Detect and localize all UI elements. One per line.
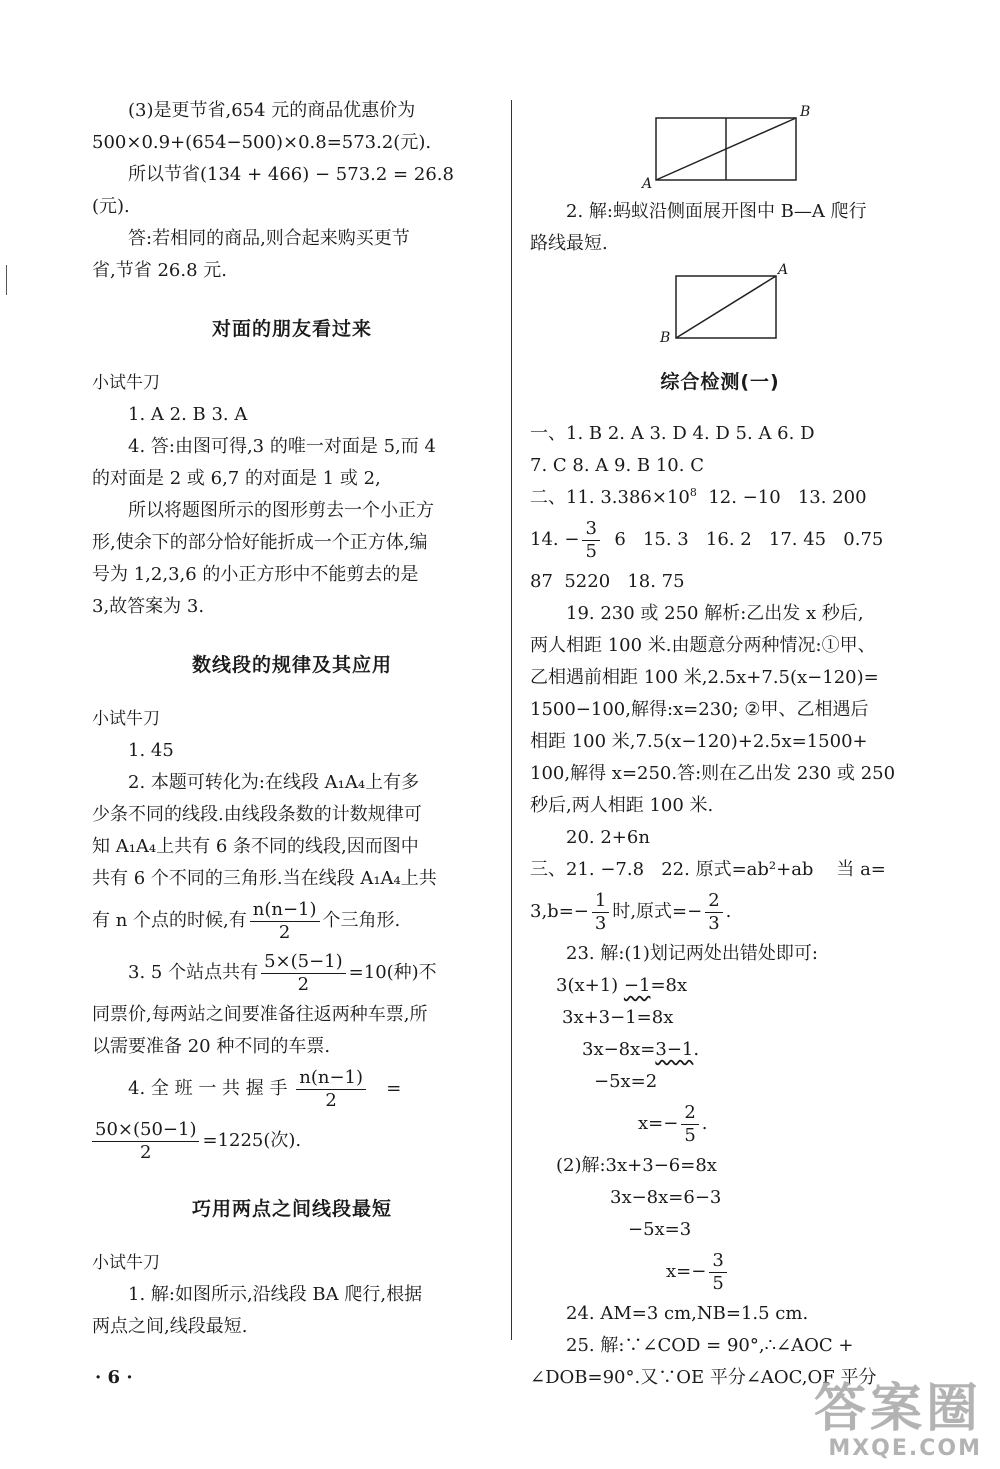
equation-line: (2)解:3x+3−6=8x xyxy=(556,1155,717,1176)
text-line: 秒后,两人相距 100 米. xyxy=(530,795,714,816)
text-fragment: 12. −10 13. 200 xyxy=(696,487,867,508)
fraction-denominator: 2 xyxy=(140,1141,152,1163)
fraction-denominator: 2 xyxy=(297,973,310,995)
section-subtitle: 小试牛刀 xyxy=(92,709,160,729)
text-line: (3)是更节省,654 元的商品优惠价为 xyxy=(128,100,416,121)
exponent: 8 xyxy=(689,486,697,499)
fraction-denominator: 3 xyxy=(708,912,720,934)
figure-cuboid-net xyxy=(642,100,910,192)
text-line: 1. 解:如图所示,沿线段 BA 爬行,根据 xyxy=(128,1284,423,1305)
text-line: 同票价,每两站之间要准备往返两种车票,所 xyxy=(92,1004,428,1025)
text-line: 省,节省 26.8 元. xyxy=(92,260,227,281)
text-fragment: 14. − xyxy=(530,529,580,550)
text-line: 20. 2+6n xyxy=(566,827,650,848)
text-fragment: x=− xyxy=(666,1261,707,1282)
section-title: 综合检测(一) xyxy=(660,371,780,393)
text-line-fraction xyxy=(92,895,492,947)
text-fragment: =1225(次). xyxy=(202,1130,302,1151)
fraction-numerator: 1 xyxy=(592,890,609,913)
fraction-numerator: n(n−1) xyxy=(296,1067,366,1090)
fraction xyxy=(582,518,599,563)
right-column xyxy=(530,100,910,1394)
text-line: 答:若相同的商品,则合起来购买更节 xyxy=(128,228,410,249)
fraction xyxy=(92,1119,199,1164)
text-fragment: 3. 5 个站点共有 xyxy=(128,962,259,983)
figure-1-svg xyxy=(648,100,811,188)
fraction xyxy=(705,890,722,935)
equation-line: 3x−8x=6−3 xyxy=(610,1187,722,1208)
text-fragment: . xyxy=(701,1113,708,1134)
fraction-numerator: 50×(50−1) xyxy=(92,1119,199,1142)
text-line: 路线最短. xyxy=(530,233,608,254)
fraction-denominator: 5 xyxy=(684,1124,696,1146)
section-title: 巧用两点之间线段最短 xyxy=(191,1198,392,1220)
text-fragment: =10(种)不 xyxy=(348,962,437,983)
fraction xyxy=(592,890,609,935)
answer-line: 7. C 8. A 9. B 10. C xyxy=(530,455,704,476)
column-divider xyxy=(511,100,512,1340)
text-fragment: . xyxy=(725,901,732,922)
fraction xyxy=(250,899,320,944)
fraction-numerator: 2 xyxy=(681,1102,698,1125)
figure-2-svg xyxy=(668,268,788,344)
text-fragment: =8x xyxy=(650,975,688,996)
equation-line: 3x+3−1=8x xyxy=(562,1007,674,1028)
text-line: 所以将题图所示的图形剪去一个小正方 xyxy=(128,500,434,521)
text-line: 以需要准备 20 种不同的车票. xyxy=(92,1036,331,1057)
text-fragment: 有 n 个点的时候,有 xyxy=(92,910,247,931)
fraction-denominator: 2 xyxy=(325,1089,337,1111)
text-fragment: 6 15. 3 16. 2 17. 45 0.75 xyxy=(602,529,884,550)
text-line-fraction xyxy=(92,1063,492,1115)
text-line: 所以节省(134 + 466) − 573.2 = 26.8 xyxy=(128,164,454,185)
equation-line xyxy=(530,1034,910,1066)
fraction-denominator: 2 xyxy=(278,921,291,943)
text-fragment: 时,原式=− xyxy=(612,901,703,922)
error-mark: 3−1 xyxy=(655,1039,694,1060)
fraction-numerator: 5×(5−1) xyxy=(261,951,346,974)
equation-line-fraction xyxy=(530,1246,910,1298)
section-title: 对面的朋友看过来 xyxy=(211,318,372,340)
text-line: 24. AM=3 cm,NB=1.5 cm. xyxy=(566,1303,809,1324)
fraction-denominator: 3 xyxy=(594,912,607,934)
text-line: 号为 1,2,3,6 的小正方形中不能剪去的是 xyxy=(92,564,419,585)
text-fragment: 二、11. 3.386×10 xyxy=(530,487,690,508)
fraction xyxy=(681,1102,698,1147)
point-label-b: B xyxy=(800,104,811,120)
fraction xyxy=(709,1250,726,1295)
answer-line xyxy=(530,482,910,514)
text-fragment: 3x−8x= xyxy=(582,1039,656,1060)
fraction-numerator: 2 xyxy=(705,890,722,913)
fraction xyxy=(296,1067,366,1112)
text-line: 形,使余下的部分恰好能折成一个正方体,编 xyxy=(92,532,428,553)
fraction xyxy=(261,951,346,996)
text-line: 三、21. −7.8 22. 原式=ab²+ab 当 a= xyxy=(530,859,886,880)
equation-line: −5x=2 xyxy=(594,1071,658,1092)
text-line: 3,故答案为 3. xyxy=(92,596,205,617)
text-line: 100,解得 x=250.答:则在乙出发 230 或 250 xyxy=(530,763,896,784)
text-line: 19. 230 或 250 解析:乙出发 x 秒后, xyxy=(566,603,864,624)
text-line-fraction xyxy=(92,1115,492,1167)
answer-line: 一、1. B 2. A 3. D 4. D 5. A 6. D xyxy=(530,423,815,444)
text-line: (元). xyxy=(92,196,130,217)
text-fragment: 个三角形. xyxy=(322,910,401,931)
page-number: · 6 · xyxy=(95,1367,133,1388)
path-line-ba xyxy=(676,276,776,338)
section-subtitle: 小试牛刀 xyxy=(92,1253,160,1273)
text-fragment: 4. 全 班 一 共 握 手 xyxy=(128,1078,288,1099)
equation-line xyxy=(530,970,910,1002)
text-line: 两点之间,线段最短. xyxy=(92,1316,248,1337)
scan-edge-mark xyxy=(6,265,7,295)
fraction-numerator: 3 xyxy=(582,518,599,541)
point-label-b: B xyxy=(660,330,671,346)
text-fragment: = xyxy=(386,1078,402,1099)
section-subtitle: 小试牛刀 xyxy=(92,373,160,393)
equation-line: −5x=3 xyxy=(628,1219,692,1240)
error-mark: −1 xyxy=(623,975,651,996)
text-fragment: x=− xyxy=(638,1113,679,1134)
text-line: 2. 本题可转化为:在线段 A₁A₄上有多 xyxy=(128,772,420,793)
left-column xyxy=(92,95,492,1343)
text-fragment: 3,b=− xyxy=(530,901,589,922)
text-fragment: 3(x+1) xyxy=(556,975,624,996)
text-line: 两人相距 100 米.由题意分两种情况:①甲、 xyxy=(530,635,876,656)
point-label-a: A xyxy=(778,262,789,278)
figure-side-unfold xyxy=(660,262,910,348)
text-line-fraction xyxy=(530,886,910,938)
section-title: 数线段的规律及其应用 xyxy=(191,654,392,676)
answer-line: 1. 45 xyxy=(128,740,174,761)
text-line: 4. 答:由图可得,3 的唯一对面是 5,而 4 xyxy=(128,436,436,457)
answer-line: 87 5220 18. 75 xyxy=(530,571,685,592)
text-line: 乙相遇前相距 100 米,2.5x+7.5(x−120)= xyxy=(530,667,879,688)
text-line: 25. 解:∵∠COD = 90°,∴∠AOC + xyxy=(566,1335,854,1356)
fraction-numerator: n(n−1) xyxy=(250,899,320,922)
text-line: 知 A₁A₄上共有 6 条不同的线段,因而图中 xyxy=(92,836,419,857)
watermark xyxy=(814,1381,982,1461)
text-fragment: . xyxy=(693,1039,700,1060)
text-line: 500×0.9+(654−500)×0.8=573.2(元). xyxy=(92,132,432,153)
fraction-denominator: 5 xyxy=(585,540,597,562)
text-line: 共有 6 个不同的三角形.当在线段 A₁A₄上共 xyxy=(92,868,437,889)
watermark-logo-text: 答案圈 xyxy=(813,1379,982,1439)
watermark-url: MXQE.COM xyxy=(828,1436,982,1461)
text-line: 少条不同的线段.由线段条数的计数规律可 xyxy=(92,804,422,825)
point-label-a: A xyxy=(642,176,653,192)
text-line: 相距 100 米,7.5(x−120)+2.5x=1500+ xyxy=(530,731,868,752)
text-line: 2. 解:蚂蚁沿侧面展开图中 B—A 爬行 xyxy=(566,201,867,222)
fraction-denominator: 5 xyxy=(712,1272,724,1294)
fraction-numerator: 3 xyxy=(709,1250,726,1273)
answer-line-fraction xyxy=(530,514,910,566)
text-line: 的对面是 2 或 6,7 的对面是 1 或 2, xyxy=(92,468,381,489)
text-line: ∠DOB=90°.又∵OE 平分∠AOC,OF 平分 xyxy=(530,1367,877,1388)
text-line: 23. 解:(1)划记两处出错处即可: xyxy=(566,943,818,964)
text-line-fraction xyxy=(92,947,492,999)
text-line: 1500−100,解得:x=230; ②甲、乙相遇后 xyxy=(530,699,869,720)
answer-line: 1. A 2. B 3. A xyxy=(128,404,248,425)
equation-line-fraction xyxy=(530,1098,910,1150)
